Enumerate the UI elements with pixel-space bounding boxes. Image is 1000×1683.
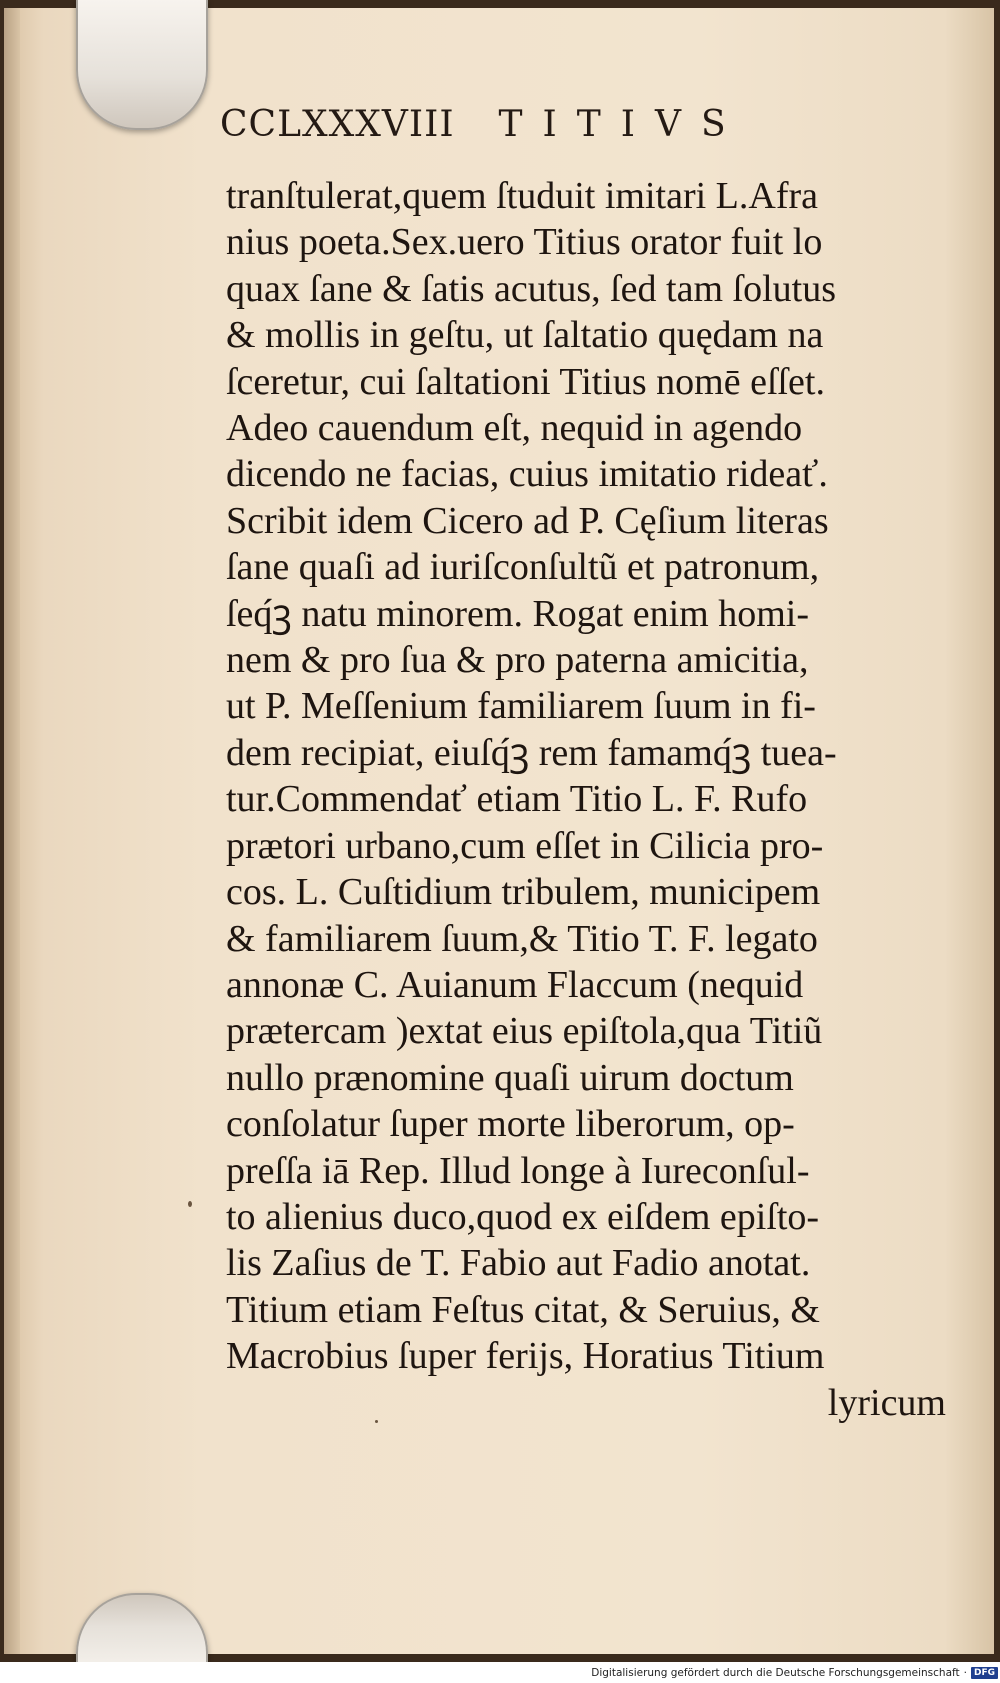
dfg-logo-icon: DFG	[971, 1667, 998, 1679]
text-line: conſolatur ſuper morte liberorum, op-	[226, 1103, 795, 1146]
text-line: tur.Commendať etiam Titio L. F. Rufo	[226, 778, 808, 821]
text-line: Scribit idem Cicero ad P. Cęſium literas	[226, 499, 829, 542]
text-line: & mollis in geſtu, ut ſaltatio quędam na	[226, 314, 824, 357]
text-line: Adeo cauendum eſt, nequid in agendo	[226, 407, 803, 450]
page-header	[220, 104, 746, 145]
text-line: ſceretur, cui ſaltationi Titius nomē eſſet.	[226, 360, 825, 403]
text-line: prætori urbano,cum eſſet in Cilicia pro-	[226, 824, 824, 867]
text-line: to alienius duco,quod ex eiſdem epiſto-	[226, 1195, 820, 1238]
text-line: dicendo ne facias, cuius imitatio rideať.	[226, 453, 828, 496]
digitization-footer: Digitalisierung gefördert durch die Deutsche Forschungsgemeinschaft · DFG	[591, 1664, 998, 1682]
book-page	[4, 8, 994, 1654]
catchword: lyricum	[827, 1381, 946, 1424]
page-edge	[4, 8, 20, 1654]
text-line: prætercam )extat eius epiſtola,qua Titiũ	[226, 1010, 823, 1053]
text-line: ut P. Meſſenium familiarem ſuum in fi-	[226, 685, 816, 728]
text-line: nullo prænomine quaſi uirum doctum	[226, 1056, 794, 1099]
text-line: nius poeta.Sex.uero Titius orator fuit lo	[226, 221, 823, 264]
text-line: & familiarem ſuum,& Titio T. F. legato	[226, 917, 818, 960]
text-line: quax ſane & ſatis acutus, ſed tam ſolutus	[226, 267, 836, 310]
text-line: cos. L. Cuſtidium tribulem, municipem	[226, 871, 821, 914]
funding-credit: Digitalisierung gefördert durch die Deutsche Forschungsgemeinschaft	[591, 1667, 960, 1679]
text-line: ſane quaſi ad iuriſconſultũ et patronum,	[226, 546, 820, 589]
ink-speck	[375, 1420, 378, 1423]
page-clamp-top	[76, 0, 208, 130]
body-text	[226, 173, 946, 1426]
text-line: Titium etiam Feſtus citat, & Seruius, &	[226, 1288, 820, 1331]
text-line: preſſa iā Rep. Illud longe à Iureconſul-	[226, 1149, 810, 1192]
ink-speck	[188, 1201, 192, 1207]
text-line: tranſtulerat,quem ſtuduit imitari L.Afra	[226, 175, 818, 217]
text-line: dem recipiat, eiuſq́ꝫ rem famamq́ꝫ tuea-	[226, 731, 837, 774]
text-line: nem & pro ſua & pro paterna amicitia,	[226, 639, 809, 682]
text-line: lis Zaſius de T. Fabio aut Fadio anotat.	[226, 1242, 811, 1285]
running-head: TITIVS	[498, 104, 746, 145]
text-line: ſeq́ꝫ natu minorem. Rogat enim homi-	[226, 592, 809, 635]
folio-number: CCLXXXVIII	[220, 104, 455, 145]
text-line: Macrobius ſuper ferijs, Horatius Titium	[226, 1335, 825, 1378]
text-line: annonæ C. Auianum Flaccum (nequid	[226, 963, 804, 1006]
